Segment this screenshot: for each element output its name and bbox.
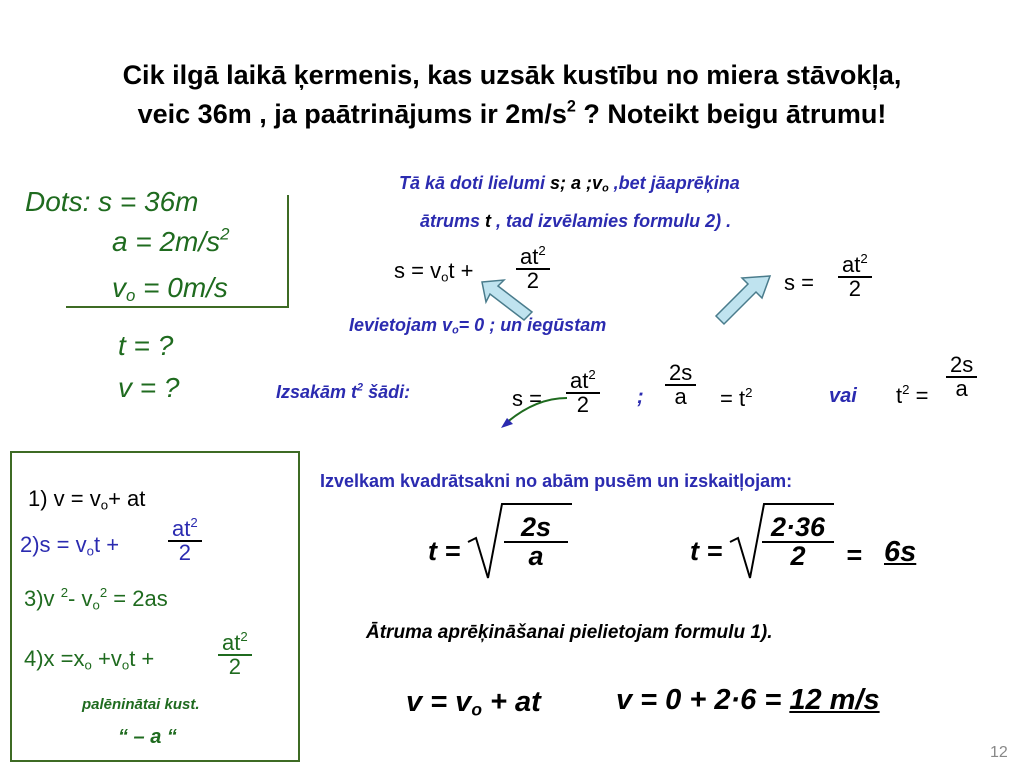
formula-2-a: 2)s = v [20,532,87,557]
find-t: t = ? [118,330,174,361]
express-label-a: Izsakām t [276,382,358,402]
eq1-den: 2 [526,268,539,293]
express-fraction-3 [946,354,977,400]
sqrt1-den: a [528,541,544,571]
explain-1b: s; a ;v [550,173,603,193]
formula-2-den: 2 [178,540,191,565]
velocity-formula [406,686,541,719]
given-v0-a: v [112,272,126,303]
title-line-1: Cik ilgā laikā ķermenis, kas uzsāk kustību no miera stāvokļa, [122,60,902,90]
given-a [112,226,230,258]
express-num: at [570,368,589,393]
eq1-t: t + [448,258,474,283]
express-num-sup: 2 [588,366,596,382]
find-v: v = ? [118,372,180,403]
velocity-formula-b: + at [481,686,541,718]
formula-4-b: +v [91,646,122,671]
sqrt2-den: 2 [790,541,806,571]
explain-1c: ,bet jāaprēķina [608,173,740,193]
eq1-lhs-a: s = v [394,258,442,283]
formula-2-num-sup: 2 [190,514,198,530]
formula-2-b: t + [93,532,120,557]
formula-4-num: at [222,630,241,655]
express-t2-t: t [896,383,903,408]
formula-1-a: 1) v = v [28,486,101,511]
explain-2c: , tad izvēlamies formulu 2) . [491,211,732,231]
formula-1-b: + at [108,486,146,511]
express-frac3-den: a [955,376,968,401]
velocity-result: 12 m/s [789,684,880,716]
sqrt-text: Izvelkam kvadrātsakni no abām pusēm un izskaitļojam: [320,471,793,491]
arrow-left-icon [482,280,532,320]
formula-4-sub2: o [121,657,130,673]
express-frac2-den: a [674,384,687,409]
explain-2a: ātrums [420,211,486,231]
eq2-fraction [838,250,872,301]
formula-3 [24,586,168,612]
substitute-sub: o [452,324,459,337]
eq2-num-sup: 2 [860,250,868,266]
formula-3-c: = 2as [107,586,168,611]
express-t2-eq: = [909,383,929,408]
express-vai: vai [829,385,857,407]
sqrt2-fraction [762,514,834,570]
given-a-text: a = 2m/s [112,226,221,257]
explain-line-1 [399,173,740,194]
velocity-formula-a: v = v [406,686,472,718]
eq2-den: 2 [848,276,861,301]
eq1-sub: o [441,269,449,285]
express-label-sup: 2 [357,381,364,394]
formula-1-sub: o [100,497,109,513]
velocity-text: Ātruma aprēķināšanai pielietojam formulu 1). [366,622,773,643]
sqrt1-num: 2s [504,514,568,543]
eq1-num: at [520,244,539,269]
substitute-a: Ievietojam v [349,315,453,335]
eq1-lhs [394,258,474,284]
explain-2b: t [485,211,492,231]
formula-3-b: - v [68,586,93,611]
explain-1a: Tā kā doti lielumi [399,173,551,193]
express-frac3-num: 2s [946,354,977,378]
formula-2-num: at [172,516,191,541]
given-horizontal-line [66,306,289,308]
express-label-b: šādi: [363,382,411,402]
formula-4-num-sup: 2 [240,628,248,644]
express-label [276,382,410,403]
express-t2-sup: 2 [902,381,910,397]
substitute-text [349,315,606,336]
formula-3-sup1: 2 [60,584,69,600]
express-t2-lhs [896,383,928,409]
formula-3-a: 3)v [24,586,61,611]
formula-2-sub: o [86,543,94,559]
formula-note-2: “ – a “ [118,726,177,748]
express-eq-t2-sup: 2 [745,384,753,400]
sqrt2-num: 2·36 [762,514,834,543]
sqrt1-lhs: t = [428,536,461,566]
sqrt2-eq: = [846,540,862,570]
title-sup: 2 [566,97,576,116]
velocity-calc [616,684,880,717]
title-line-2 [0,99,1024,130]
express-lhs: s = [512,386,542,411]
given-a-sup: 2 [220,224,230,244]
sqrt2-result: 6s [884,536,917,568]
express-eq-t2-a: = t [720,386,746,411]
formula-4-a: 4)x =x [24,646,85,671]
given-v0-b: = 0m/s [135,272,228,303]
substitute-b: = 0 ; un iegūstam [458,315,607,335]
given-v0-sub: o [126,286,136,306]
given-vertical-line [287,195,289,307]
given-v0 [112,272,228,304]
express-eq-t2 [720,386,752,412]
formula-note-1: palēninātai kust. [82,696,200,713]
eq2-lhs: s = [784,270,814,295]
formula-4 [24,646,154,672]
sqrt1-fraction [504,514,568,570]
velocity-formula-sub: o [471,699,482,720]
express-den: 2 [576,392,589,417]
velocity-calc-text: v = 0 + 2·6 = [616,684,790,716]
arrow-right-icon [716,276,770,324]
curved-arrow-icon [495,392,575,432]
title-text-b: ? Noteikt beigu ātrumu! [575,99,887,129]
sqrt2-lhs: t = [690,536,723,566]
express-semicolon: ; [637,386,644,408]
formula-4-sub1: o [84,657,92,673]
formula-2 [20,532,119,558]
formula-4-fraction [218,628,252,679]
title-text-a: veic 36m , ja paātrinājums ir 2m/s [137,99,567,129]
explain-1sub: o [602,182,609,195]
formula-4-c: t + [129,646,155,671]
eq2-num: at [842,252,861,277]
formula-4-den: 2 [228,654,241,679]
express-fraction-2 [665,362,696,408]
formula-3-sub: o [92,597,100,613]
formula-2-fraction [168,514,202,565]
explain-line-2 [420,211,731,232]
express-frac2-num: 2s [665,362,696,386]
formula-1 [28,486,145,512]
eq1-num-sup: 2 [538,242,546,258]
formula-3-sup2: 2 [99,584,108,600]
given-s: Dots: s = 36m [25,186,199,217]
page-number: 12 [990,744,1008,761]
